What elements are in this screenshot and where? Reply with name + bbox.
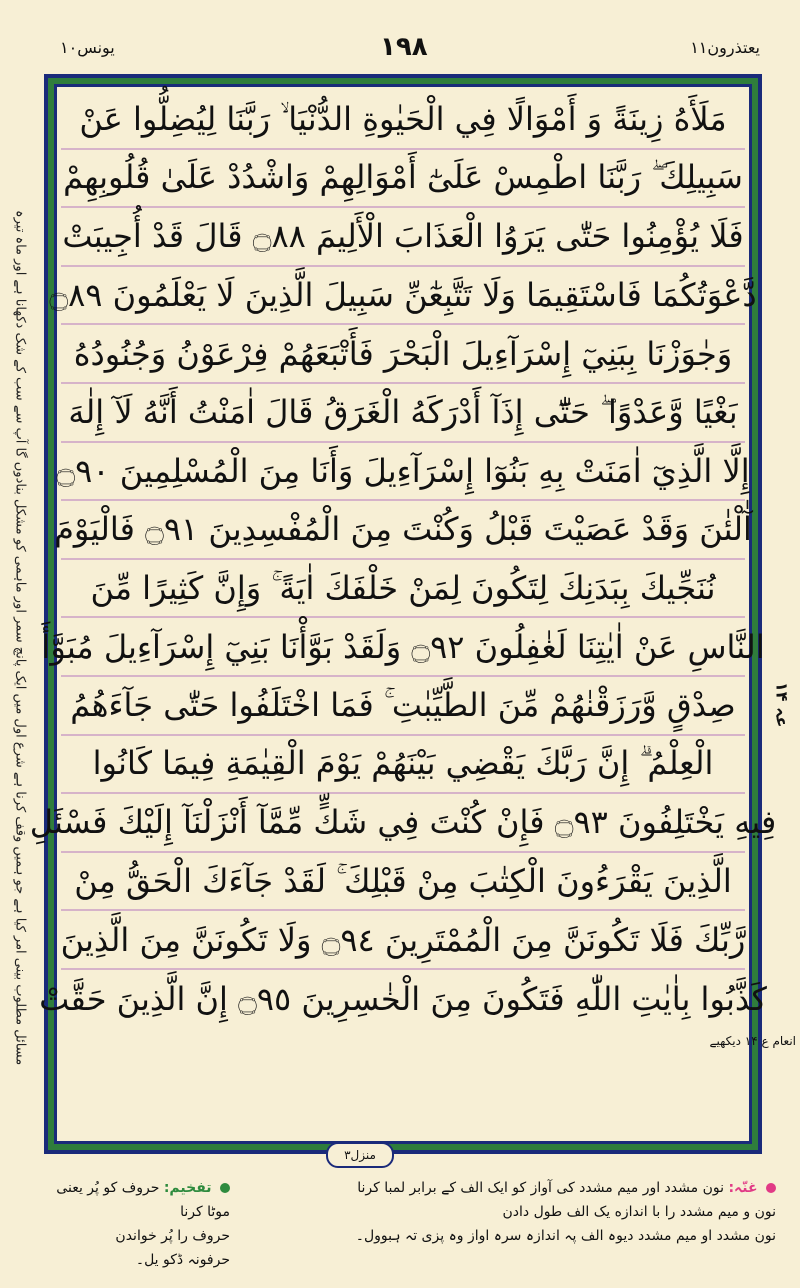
quran-line-2: سَبِيلِكَ ۖ رَبَّنَا اطْمِسْ عَلَىٰٓ أَمْوَالِهِمْ وَاشْدُدْ عَلَىٰ قُلُوبِهِمْ	[61, 150, 745, 209]
tafkheem-label: تفخیم:	[163, 1180, 212, 1196]
quran-line-16: كَذَّبُوا بِاٰيٰتِ اللّٰهِ فَتَكُونَ مِنَ الْخٰسِرِينَ ۝٩٥ إِنَّ الَّذِينَ حَقَّتْ	[39, 980, 767, 1019]
green-dot-icon	[220, 1183, 230, 1193]
ghunna-line-2: نون و میم مشدد را با اندازه یک الف طول دادن	[502, 1204, 776, 1220]
ruku-marker-text: عہ ۱۴	[772, 682, 792, 728]
quran-line-12: الْعِلْمُ ۗ إِنَّ رَبَّكَ يَقْضِي بَيْنَهُمْ يَوْمَ الْقِيٰمَةِ فِيمَا كَانُوا	[61, 736, 745, 795]
quran-line-1: مَلَأَهُ زِينَةً وَ أَمْوَالًا فِي الْحَيٰوةِ الدُّنْيَا ۙ رَبَّنَا لِيُضِلُّوا عَنْ	[61, 91, 745, 150]
quran-line-13: فِيهِ يَخْتَلِفُونَ ۝٩٣ فَإِنْ كُنْتَ فِي شَكٍّ مِّمَّآ أَنْزَلْنَآ إِلَيْكَ فَسْئَلِ	[61, 794, 745, 853]
pink-dot-icon	[766, 1183, 776, 1193]
ghunna-label: غنّہ:	[728, 1180, 758, 1196]
tafkheem-line-2: حروف را پُر خواندن	[115, 1228, 230, 1244]
quran-line-8: آٰلْئٰنَ وَقَدْ عَصَيْتَ قَبْلُ وَكُنْتَ مِنَ الْمُفْسِدِينَ ۝٩١ فَالْيَوْمَ	[61, 501, 745, 560]
side-note	[4, 210, 36, 1160]
cross-reference-note: انعام ع ۱۴ دیکھیے	[709, 1034, 796, 1048]
quran-line-3: فَلَا يُؤْمِنُوا حَتّٰى يَرَوُا الْعَذَابَ الْأَلِيمَ ۝٨٨ قَالَ قَدْ أُجِيبَتْ	[61, 208, 745, 267]
quran-line-6: بَغْيًا وَّعَدْوًا ۖ حَتّٰٓى إِذَآ أَدْرَكَهُ الْغَرَقُ قَالَ اٰمَنْتُ أَنَّهُ لَآ إِلٰهَ	[61, 384, 745, 443]
ruku-marker	[768, 682, 796, 752]
para-name: یعتذرون۱۱	[690, 38, 760, 57]
quran-line-5: وَجٰوَزْنَا بِبَنِيٓ إِسْرَآءِيلَ الْبَحْرَ فَأَتْبَعَهُمْ فِرْعَوْنُ وَجُنُودُهُ	[61, 325, 745, 384]
tafkheem-legend	[40, 1176, 230, 1272]
quran-line-15: رَّبِّكَ فَلَا تَكُونَنَّ مِنَ الْمُمْتَرِينَ ۝٩٤ وَلَا تَكُونَنَّ مِنَ الَّذِينَ	[61, 911, 745, 970]
quran-line-9: نُنَجِّيكَ بِبَدَنِكَ لِتَكُونَ لِمَنْ خَلْفَكَ اٰيَةً ۚ وَإِنَّ كَثِيرًا مِّنَ	[61, 560, 745, 619]
quran-text-frame	[29, 74, 777, 1154]
ghunna-legend	[356, 1176, 776, 1248]
ghunna-line-1: نون مشدد اور میم مشدد کی آواز کو ایک الف کے برابر لمبا کرنا	[357, 1180, 724, 1196]
tafkheem-row	[40, 1176, 230, 1224]
quran-line-14: الَّذِينَ يَقْرَءُونَ الْكِتٰبَ مِنْ قَبْلِكَ ۚ لَقَدْ جَآءَكَ الْحَقُّ مِنْ	[61, 853, 745, 912]
quran-line-7: إِلَّا الَّذِيٓ اٰمَنَتْ بِهِ بَنُوٓا إِسْرَآءِيلَ وَأَنَا مِنَ الْمُسْلِمِينَ ۝٩٠	[61, 443, 745, 502]
manzil-badge: منزل۳	[326, 1142, 394, 1168]
side-note-text: مسائل مطلوب بینی امر کیا ہے جو ہمیں وقف کرنا ہے شرع اول میں ایک پانچ سمر اور ماہمی کو مشکل بنادوں گا آپ سے سب کے شک دکھانا ہے اور ماہ تیرہ	[12, 210, 28, 1066]
ghunna-row	[356, 1176, 776, 1200]
quran-line-4: دَّعْوَتُكُمَا فَاسْتَقِيمَا وَلَا تَتَّبِعٰٓنِّ سَبِيلَ الَّذِينَ لَا يَعْلَمُونَ ۝٨٩	[61, 267, 745, 326]
quran-line-10: النَّاسِ عَنْ اٰيٰتِنَا لَغٰفِلُونَ ۝٩٢ وَلَقَدْ بَوَّأْنَا بَنِيٓ إِسْرَآءِيلَ مُبَوَّأَ	[61, 618, 745, 677]
page-number: ۱۹۸	[380, 32, 428, 62]
surah-name: یونس۱۰	[60, 38, 115, 57]
page-header	[60, 32, 760, 72]
quran-line-11: صِدْقٍ وَّرَزَقْنٰهُمْ مِّنَ الطَّيِّبٰتِ ۚ فَمَا اخْتَلَفُوا حَتّٰى جَآءَهُمُ	[61, 677, 745, 736]
ghunna-line-3: نون مشدد او میم مشدد دیوہ الف پہ اندازہ سرہ اواز وہ پزی تہ ہبوول۔	[355, 1228, 776, 1244]
tafkheem-line-3: حرفونہ ڈکو یل۔	[135, 1252, 230, 1268]
tafkheem-line-1: حروف کو پُر یعنی موٹا کرنا	[56, 1180, 230, 1220]
